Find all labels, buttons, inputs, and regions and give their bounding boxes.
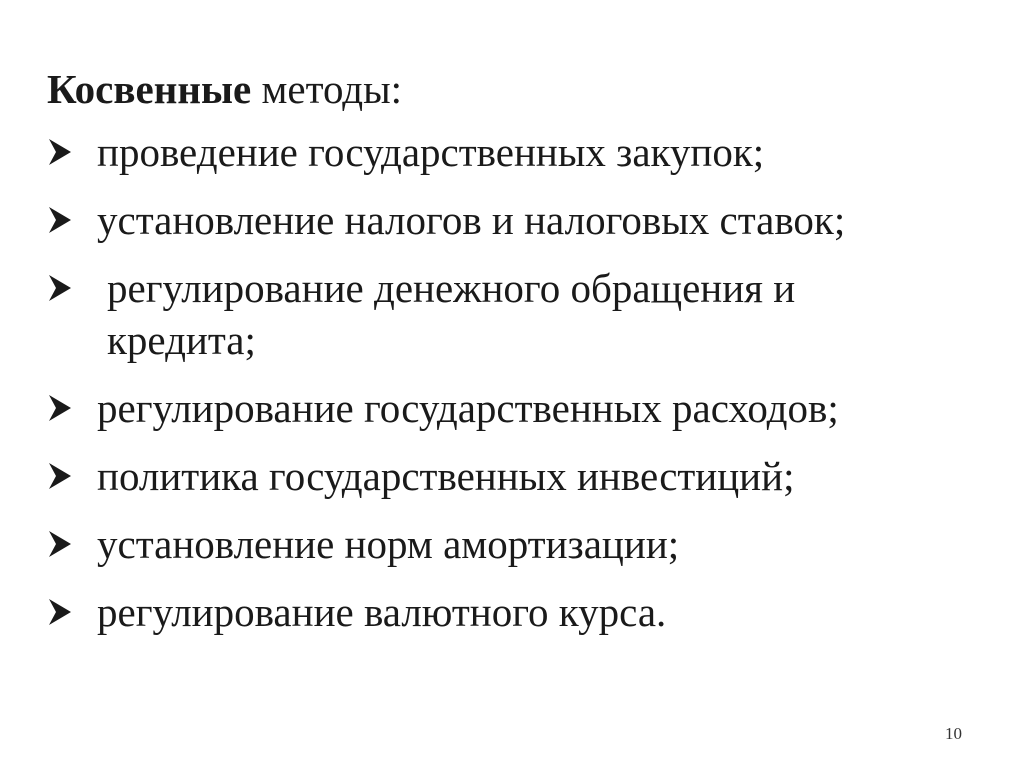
list-item: [47, 382, 987, 434]
arrowhead-bullet-icon: [47, 518, 77, 570]
list-item-label: установление налогов и налоговых ставок;: [97, 197, 846, 243]
heading-bold-word: Косвенные: [47, 66, 252, 112]
slide-heading: [47, 62, 402, 116]
list-item-label: проведение государственных закупок;: [97, 129, 765, 175]
arrowhead-bullet-icon: [47, 586, 77, 638]
list-item: [47, 450, 987, 502]
arrowhead-bullet-icon: [47, 194, 77, 246]
methods-list: [47, 126, 987, 654]
arrowhead-bullet-icon: [47, 450, 77, 502]
list-item: [47, 262, 987, 366]
list-item-label: регулирование государственных расходов;: [97, 385, 839, 431]
list-item-label: политика государственных инвестиций;: [97, 453, 795, 499]
list-item-label: регулирование валютного курса.: [97, 589, 667, 635]
arrowhead-bullet-icon: [47, 262, 77, 314]
arrowhead-bullet-icon: [47, 126, 77, 178]
list-item-label: установление норм амортизации;: [97, 521, 680, 567]
list-item: [47, 126, 987, 178]
list-item: [47, 518, 987, 570]
page-number: 10: [945, 724, 962, 743]
arrowhead-bullet-icon: [47, 382, 77, 434]
list-item: [47, 194, 987, 246]
list-item-label: регулирование денежного обращения и кредита;: [107, 265, 796, 363]
list-item: [47, 586, 987, 638]
heading-rest: методы:: [251, 66, 403, 112]
